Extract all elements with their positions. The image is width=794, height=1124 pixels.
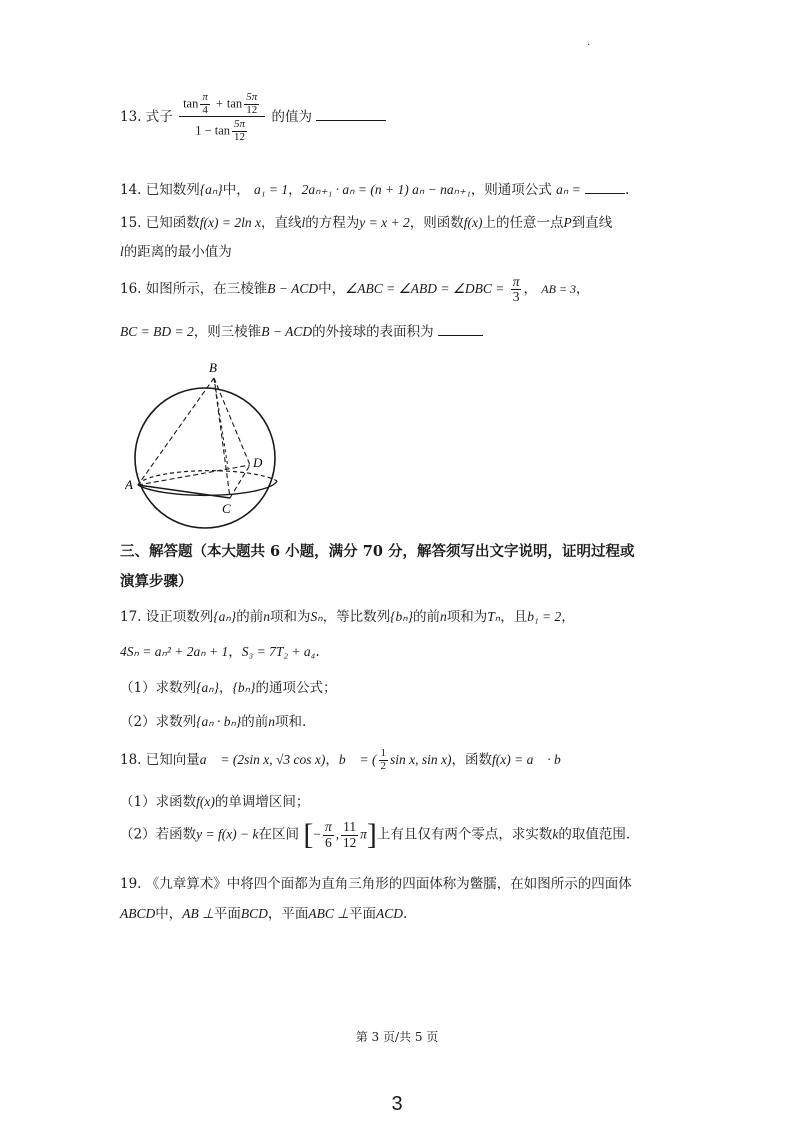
q17-part-1-seq-b: {bₙ}	[232, 680, 256, 695]
q16-number: 16.	[120, 281, 142, 298]
question-15-line-2	[120, 240, 232, 260]
q18-interval-right: $\frac{11}{12}$	[342, 819, 357, 850]
q14-initial-condition: a₁ = 1	[254, 182, 289, 197]
q15-text-3: 的方程为	[305, 215, 360, 231]
q18-text-1: 已知向量	[145, 752, 200, 768]
q14-an: aₙ =	[556, 182, 581, 197]
q18-interval-pi: π	[360, 826, 367, 842]
q18-part-1-tail: 的单调增区间；	[214, 794, 310, 810]
edge-ad	[138, 465, 250, 485]
q15-text-2: ，直线	[261, 215, 302, 231]
q19-text-4: ，平面	[267, 906, 309, 922]
q16-text-4: 的外接球的表面积为	[312, 324, 434, 340]
q19-abc-perp: ABC ⊥	[308, 906, 350, 921]
q15-point-p: P	[563, 215, 572, 230]
q17-number: 17.	[120, 609, 142, 625]
q14-text-3: ，则通项公式	[470, 182, 552, 198]
q17-tn: Tₙ	[487, 609, 501, 624]
question-14	[120, 178, 629, 198]
q17-n-2: n	[440, 609, 447, 624]
q17-part-2-label: （2）求数列	[120, 714, 197, 730]
q16-pyramid-2: B − ACD	[261, 324, 313, 339]
question-19	[120, 872, 632, 892]
q17-seq-a: {aₙ}	[213, 609, 237, 624]
section-3-title-line-2: 演算步骤）	[120, 573, 193, 590]
q17-end: .	[315, 644, 320, 660]
q16-end-1: ，	[576, 281, 590, 298]
label-c: C	[222, 501, 231, 516]
q18-part-2-text-1: 在区间	[258, 826, 300, 843]
q13-tail: 的值为	[271, 109, 312, 126]
q19-acd: ACD	[376, 906, 404, 921]
q18-text-2: ，函数	[451, 752, 493, 768]
q13-plus: +	[215, 96, 223, 111]
q17-text-7: ，且	[500, 609, 528, 625]
label-a: A	[125, 477, 133, 492]
section-3-title: 三、解答题（本大题共 6 小题，满分 70 分，解答须写出文字说明，证明过程或	[120, 543, 635, 560]
q18-part-1-fx: f(x)	[196, 794, 215, 809]
q13-tan2: tan	[226, 96, 243, 111]
q15-line-l-2: l	[120, 244, 124, 259]
q17-text-6: 项和为	[446, 609, 488, 625]
q15-text-1: 已知函数	[145, 215, 200, 231]
q16-ab: AB = 3	[541, 282, 577, 297]
q18-part-1-label: （1）求函数	[120, 794, 197, 810]
q19-text-2: 中，	[155, 906, 183, 922]
q17-part-1-sep: ，	[219, 680, 233, 696]
q18-sep: ，	[325, 752, 339, 768]
question-17-line-2	[120, 640, 320, 660]
question-17-part-2	[120, 710, 306, 730]
q18-vector-a: a⃗ = (2sin x, √3 cos x)	[199, 752, 326, 767]
question-18-part-1	[120, 790, 309, 810]
q13-5pi-over-12-bottom: $\frac{5\pi}{12}$	[234, 118, 246, 143]
q17-text-2: 的前	[236, 609, 264, 625]
q19-ab-perp: AB ⊥	[182, 906, 214, 921]
q17-part-1-seq-a: {aₙ}	[196, 680, 220, 695]
q13-tan1: tan	[183, 96, 199, 111]
q19-text-5: 平面	[349, 906, 377, 922]
q13-lead: 式子	[145, 109, 173, 126]
q16-text-1: 如图所示，在三棱锥	[145, 281, 268, 298]
q17-sn: Sₙ	[310, 609, 323, 624]
edge-ac	[138, 485, 230, 498]
q17-equation-2: S₃ = 7T₂ + a₄	[241, 644, 316, 659]
q17-b1: b₁ = 2	[527, 609, 562, 624]
q14-text-2: 中，	[222, 182, 250, 198]
q18-part-2-equation: y = f(x) − k	[196, 826, 259, 842]
q17-part-2-seq: {aₙ · bₙ}	[196, 714, 242, 729]
q18-interval-open-bracket: [	[303, 818, 314, 851]
q15-line-l: l	[301, 215, 306, 230]
sphere-pyramid-figure	[125, 355, 290, 535]
q18-one-half: $\frac{1}{2}$	[380, 747, 387, 772]
q18-function: f(x) = a⃗ · b⃗	[492, 752, 572, 767]
q15-fx: f(x)	[463, 215, 483, 230]
q18-interval-close-bracket: ]	[366, 818, 377, 851]
q19-abcd: ABCD	[120, 906, 156, 921]
q14-end: .	[625, 182, 630, 198]
q17-sep: ，	[228, 644, 242, 660]
equator-back	[138, 471, 277, 485]
q18-part-2-text-3: 的取值范围.	[558, 826, 631, 843]
q19-end: .	[403, 906, 408, 922]
q15-function: f(x) = 2ln x	[199, 215, 261, 230]
q17-seq-b: {bₙ}	[390, 609, 414, 624]
q17-part-2-tail: 的前	[241, 714, 269, 730]
q15-text-6: 到直线	[571, 215, 613, 231]
q19-text-1: 《九章算术》中将四个面都为直角三角形的四面体称为鳖臑，在如图所示的四面体	[145, 876, 632, 892]
q18-vector-b-start: b⃗ = (	[338, 752, 377, 767]
q14-sep: ，	[288, 182, 302, 198]
q18-interval-left: $\frac{\pi}{6}$	[324, 819, 332, 850]
question-16-line-2	[120, 320, 483, 340]
q15-line-equation: y = x + 2	[359, 215, 410, 230]
q17-n: n	[263, 609, 270, 624]
q16-text-3: ，则三棱锥	[193, 324, 262, 340]
q16-sep: ，	[523, 281, 537, 298]
q15-text-7: 的距离的最小值为	[123, 244, 232, 260]
q14-sequence: {aₙ}	[199, 182, 223, 197]
q13-5pi-over-12-top: $\frac{5\pi}{12}$	[246, 91, 258, 116]
q13-denominator-text: 1 − tan	[195, 123, 231, 138]
q17-text-5: 的前	[413, 609, 441, 625]
question-18-part-2	[120, 820, 630, 850]
page-number: 3	[391, 1093, 403, 1115]
q19-number: 19.	[120, 876, 142, 892]
q16-angles: ∠ABC = ∠ABD = ∠DBC =	[345, 281, 505, 297]
q13-answer-blank	[316, 120, 386, 121]
q13-main-fraction	[179, 92, 265, 143]
q18-vector-b-end: sin x, sin x)	[390, 752, 452, 767]
question-17	[120, 605, 575, 625]
question-18	[120, 748, 571, 773]
q18-interval-comma: ,	[335, 826, 340, 842]
q17-part-2-n: n	[268, 714, 276, 729]
question-15	[120, 211, 612, 231]
question-17-part-1	[120, 676, 336, 696]
q14-number: 14.	[120, 182, 142, 198]
q15-number: 15.	[120, 215, 142, 231]
q16-pi-over-3: $\frac{\pi}{3}$	[512, 274, 520, 305]
q16-answer-blank	[438, 335, 483, 336]
q14-answer-blank	[585, 193, 625, 194]
q17-part-2-end: 项和.	[275, 714, 307, 730]
q17-text-8: ，	[561, 609, 575, 625]
q14-recurrence: 2aₙ₊₁ · aₙ = (n + 1) aₙ − naₙ₊₁	[301, 182, 471, 197]
q13-number: 13.	[120, 109, 142, 126]
q18-number: 18.	[120, 752, 142, 768]
q18-part-2-k: k	[552, 826, 559, 842]
question-16	[120, 275, 590, 304]
q15-text-5: 上的任意一点	[482, 215, 564, 231]
label-b: B	[209, 360, 217, 375]
q16-bc-bd: BC = BD = 2	[120, 324, 194, 339]
q16-pyramid: B − ACD	[267, 281, 319, 297]
q14-text-1: 已知数列	[145, 182, 200, 198]
q18-interval-minus: −	[313, 826, 321, 842]
q17-part-1-label: （1）求数列	[120, 680, 197, 696]
label-d: D	[253, 455, 263, 470]
question-19-line-2	[120, 902, 407, 922]
q19-bcd: BCD	[240, 906, 268, 921]
q16-text-2: 中，	[318, 281, 346, 298]
q18-part-2-text-2: 上有且仅有两个零点，求实数	[376, 826, 553, 843]
q17-text-4: ，等比数列	[322, 609, 391, 625]
question-13	[120, 92, 386, 143]
page-footer: 第 3 页/共 5 页	[355, 1030, 439, 1044]
q17-equation-1: 4Sₙ = aₙ² + 2aₙ + 1	[120, 644, 229, 659]
q17-text-1: 设正项数列	[145, 609, 214, 625]
page-speck: ·	[587, 40, 591, 51]
q17-text-3: 项和为	[269, 609, 311, 625]
q18-part-2-label: （2）若函数	[120, 826, 197, 843]
q19-text-3: 平面	[213, 906, 241, 922]
q13-pi-over-4: $\frac{\pi}{4}$	[202, 91, 208, 116]
q15-text-4: ，则函数	[409, 215, 464, 231]
q17-part-1-tail: 的通项公式；	[255, 680, 337, 696]
